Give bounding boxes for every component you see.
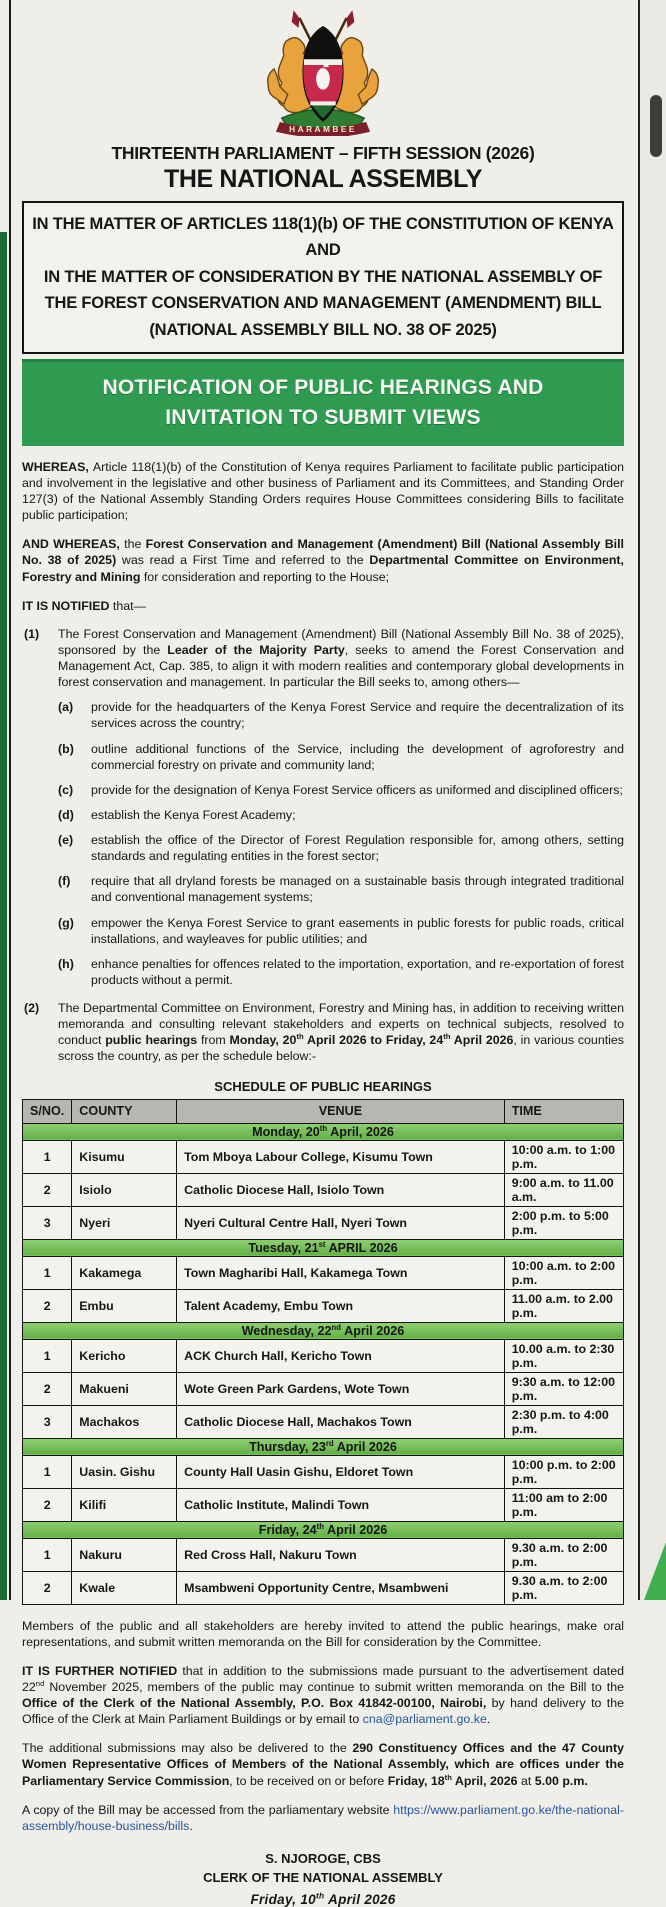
objective-label: (e): [58, 833, 74, 848]
national-assembly-title: THE NATIONAL ASSEMBLY: [163, 165, 483, 193]
schedule-day-row: [23, 1239, 624, 1256]
objective-text: empower the Kenya Forest Service to grant easements in public forests for public roads, critical installations, and wayleaves for public utilities; and: [91, 915, 624, 946]
hearing-sno: 3: [23, 1206, 72, 1239]
hearing-county: Kwale: [72, 1571, 177, 1604]
hearing-sno: 3: [23, 1405, 72, 1438]
bill-objectives-list: [22, 699, 624, 988]
hearing-sno: 1: [23, 1140, 72, 1173]
schedule-day-row: [23, 1322, 624, 1339]
bill-objective-item: [58, 807, 624, 823]
clerk-name: S. NJOROGE, CBS: [265, 1850, 381, 1866]
hearing-venue: Wote Green Park Gardens, Wote Town: [177, 1372, 505, 1405]
objective-text: outline additional functions of the Service, including the development of agroforestry and commercial forestry on private and community land;: [91, 741, 624, 772]
schedule-day-label: Wednesday, 22nd April 2026: [23, 1322, 624, 1339]
signature-block: [22, 1850, 624, 1907]
hearing-time: 11:00 am to 2:00 p.m.: [504, 1488, 623, 1521]
public-hearings-schedule-table: [22, 1099, 624, 1605]
bill-objective-item: [58, 956, 624, 988]
schedule-hearing-row: [23, 1256, 624, 1289]
parliament-session-title: THIRTEENTH PARLIAMENT – FIFTH SESSION (2026): [111, 143, 535, 163]
scan-edge-strip: [640, 0, 666, 1600]
hearing-venue: Nyeri Cultural Centre Hall, Nyeri Town: [177, 1206, 505, 1239]
matter-heading-line: THE FOREST CONSERVATION AND MANAGEMENT (AMENDMENT) BILL: [44, 294, 602, 313]
schedule-day-row: [23, 1438, 624, 1455]
bill-objective-item: [58, 832, 624, 864]
coat-of-arms-icon: [225, 8, 421, 136]
hearing-county: Machakos: [72, 1405, 177, 1438]
hearing-county: Kakamega: [72, 1256, 177, 1289]
hearing-venue: Talent Academy, Embu Town: [177, 1289, 505, 1322]
banner-line-1: NOTIFICATION OF PUBLIC HEARINGS AND: [102, 375, 544, 399]
matter-heading-box: [22, 201, 624, 354]
svg-text:HARAMBEE: HARAMBEE: [289, 123, 357, 134]
column-header-county: COUNTY: [72, 1099, 177, 1123]
hearing-county: Kisumu: [72, 1140, 177, 1173]
bill-objective-item: [58, 699, 624, 731]
hearing-county: Nakuru: [72, 1538, 177, 1571]
hearing-sno: 2: [23, 1571, 72, 1604]
hearing-time: 9.30 a.m. to 2:00 p.m.: [504, 1538, 623, 1571]
hearing-time: 10.00 a.m. to 2:30 p.m.: [504, 1339, 623, 1372]
and-whereas-paragraph: AND WHEREAS, the Forest Conservation and Management (Amendment) Bill (National Assembly Bill No. 38 of 2025) was read a First Time and referred to the Departmental Committee on Environment, Forestry and Mining for consideration and reporting to the House;: [22, 537, 624, 584]
hearing-sno: 1: [23, 1538, 72, 1571]
schedule-hearing-row: [23, 1538, 624, 1571]
matter-heading-line: (NATIONAL ASSEMBLY BILL NO. 38 OF 2025): [149, 320, 497, 339]
hearing-venue: ACK Church Hall, Kericho Town: [177, 1339, 505, 1372]
schedule-day-label: Monday, 20th April, 2026: [23, 1123, 624, 1140]
hearing-county: Isiolo: [72, 1173, 177, 1206]
banner-line-2: INVITATION TO SUBMIT VIEWS: [165, 406, 481, 430]
bill-objective-item: [58, 873, 624, 905]
matter-heading-line: AND: [305, 241, 341, 260]
hearing-sno: 2: [23, 1289, 72, 1322]
schedule-hearing-row: [23, 1140, 624, 1173]
hearing-time: 9:30 a.m. to 12:00 p.m.: [504, 1372, 623, 1405]
hearing-time: 9:00 a.m. to 11.00 a.m.: [504, 1173, 623, 1206]
hearing-sno: 2: [23, 1488, 72, 1521]
hearing-venue: Tom Mboya Labour College, Kisumu Town: [177, 1140, 505, 1173]
objective-label: (d): [58, 807, 74, 822]
column-header-time: TIME: [504, 1099, 623, 1123]
schedule-day-label: Thursday, 23rd April 2026: [23, 1438, 624, 1455]
it-is-notified-line: IT IS NOTIFIED that—: [22, 598, 146, 613]
notified-item-2: [22, 1000, 624, 1065]
hearing-county: Nyeri: [72, 1206, 177, 1239]
matter-heading-line: IN THE MATTER OF ARTICLES 118(1)(b) OF THE CONSTITUTION OF KENYA: [32, 215, 614, 233]
hearing-time: 10:00 a.m. to 2:00 p.m.: [504, 1256, 623, 1289]
clerk-title: CLERK OF THE NATIONAL ASSEMBLY: [203, 1869, 443, 1885]
schedule-hearing-row: [23, 1173, 624, 1206]
hearing-time: 10:00 p.m. to 2:00 p.m.: [504, 1455, 623, 1488]
inline-link[interactable]: cna@parliament.go.ke: [362, 1712, 487, 1727]
objective-label: (c): [58, 782, 74, 797]
schedule-hearing-row: [23, 1289, 624, 1322]
schedule-header-row: [23, 1099, 624, 1123]
hearing-county: Uasin. Gishu: [72, 1455, 177, 1488]
objective-label: (h): [58, 956, 74, 971]
objective-text: provide for the headquarters of the Kenya Forest Service and require the decentralization of its services across the country;: [91, 700, 624, 731]
hearing-sno: 1: [23, 1256, 72, 1289]
schedule-hearing-row: [23, 1206, 624, 1239]
schedule-hearing-row: [23, 1571, 624, 1604]
objective-label: (g): [58, 915, 74, 930]
matter-heading-line: IN THE MATTER OF CONSIDERATION BY THE NATIONAL ASSEMBLY OF: [43, 267, 603, 286]
schedule-day-label: Friday, 24th April 2026: [23, 1521, 624, 1538]
objective-text: enhance penalties for offences related to the importation, exportation, and re-exportation of forest products without a permit.: [91, 956, 624, 987]
hearing-time: 11.00 a.m. to 2.00 p.m.: [504, 1289, 623, 1322]
hearing-venue: Town Magharibi Hall, Kakamega Town: [177, 1256, 505, 1289]
scan-edge-line-left: [9, 0, 11, 1600]
item-1-text: The Forest Conservation and Management (Amendment) Bill (National Assembly Bill No. 38 of 2025), sponsored by the Leader of the Majority Party, seeks to amend the Forest Conservation and Management Act, Cap. 385, to align it with modern realities and contemporary global developments in forest conservation and management. In particular the Bill seeks to, among others—: [58, 626, 624, 690]
hearing-venue: Msambweni Opportunity Centre, Msambweni: [177, 1571, 505, 1604]
schedule-hearing-row: [23, 1372, 624, 1405]
hearing-venue: Catholic Diocese Hall, Machakos Town: [177, 1405, 505, 1438]
public-invitation-paragraph: Members of the public and all stakeholders are hereby invited to attend the public hearings, make oral representations, and submit written memoranda on the Bill for consideration by the Committee.: [22, 1618, 624, 1649]
additional-submissions-paragraph: The additional submissions may also be delivered to the 290 Constituency Offices and the 47 County Women Representative Offices of Members of the National Assembly, which are offices under the Parliamentary Service Commission, to be received on or before Friday, 18th April, 2026 at 5.00 p.m.: [22, 1741, 624, 1788]
further-notified-paragraph: IT IS FURTHER NOTIFIED that in addition to the submissions made pursuant to the advertisement dated 22nd November 2025, members of the public may continue to submit written memoranda on the Bill to the Office of the Clerk of the National Assembly, P.O. Box 41842-00100, Nairobi, by hand delivery to the Office of the Clerk at Main Parliament Buildings or by email to cna@parliament.go.ke.: [22, 1663, 625, 1727]
schedule-hearing-row: [23, 1455, 624, 1488]
schedule-day-row: [23, 1521, 624, 1538]
hearing-time: 10:00 a.m. to 1:00 p.m.: [504, 1140, 623, 1173]
scan-edge-line-right: [638, 0, 640, 1600]
column-header-venue: VENUE: [177, 1099, 505, 1123]
item-2-text: The Departmental Committee on Environment, Forestry and Mining has, in addition to receiving written memoranda and consulting relevant stakeholders and experts on technical subjects, resolved to conduct public hearings from Monday, 20th April 2026 to Friday, 24th April 2026, in various counties scross the country, as per the schedule below:-: [58, 1001, 624, 1064]
objective-label: (b): [58, 741, 74, 756]
notice-frame-left: [0, 232, 7, 1600]
objective-label: (a): [58, 700, 74, 715]
bill-objective-item: [58, 915, 624, 947]
schedule-title: SCHEDULE OF PUBLIC HEARINGS: [214, 1078, 432, 1094]
hearing-venue: County Hall Uasin Gishu, Eldoret Town: [177, 1455, 505, 1488]
hearing-time: 2:30 p.m. to 4:00 p.m.: [504, 1405, 623, 1438]
hearing-sno: 2: [23, 1173, 72, 1206]
scan-artifact-blob: [650, 95, 662, 157]
bill-objective-item: [58, 741, 624, 773]
item-1-label: (1): [24, 626, 40, 641]
schedule-day-row: [23, 1123, 624, 1140]
notice-body: [22, 459, 624, 1907]
objective-text: establish the office of the Director of Forest Regulation responsible for, among others, setting standards and regulating entities in the forest sector;: [91, 833, 624, 864]
hearing-sno: 2: [23, 1372, 72, 1405]
notice-page: [16, 0, 630, 1907]
hearing-county: Makueni: [72, 1372, 177, 1405]
notified-item-1: [22, 626, 624, 691]
schedule-hearing-row: [23, 1339, 624, 1372]
objective-text: provide for the designation of Kenya Forest Service officers as uniformed and disciplined officers;: [91, 782, 623, 797]
hearing-county: Kilifi: [72, 1488, 177, 1521]
hearing-sno: 1: [23, 1339, 72, 1372]
inline-link[interactable]: https://www.parliament.go.ke/the-national-assembly/house-business/bills: [22, 1802, 624, 1833]
hearing-venue: Red Cross Hall, Nakuru Town: [177, 1538, 505, 1571]
objective-text: require that all dryland forests be managed on a sustainable basis through integrated traditional and conventional management systems;: [91, 874, 624, 905]
bill-objective-item: [58, 782, 624, 798]
bill-copy-paragraph: A copy of the Bill may be accessed from the parliamentary website https://www.parliament.go.ke/the-national-assembly/house-business/bills.: [22, 1802, 624, 1833]
item-2-label: (2): [24, 1001, 40, 1016]
hearing-time: 9.30 a.m. to 2:00 p.m.: [504, 1571, 623, 1604]
signature-date: Friday, 10th April 2026: [250, 1890, 396, 1907]
hearing-time: 2:00 p.m. to 5:00 p.m.: [504, 1206, 623, 1239]
objective-text: establish the Kenya Forest Academy;: [91, 807, 296, 822]
hearing-venue: Catholic Diocese Hall, Isiolo Town: [177, 1173, 505, 1206]
hearing-sno: 1: [23, 1455, 72, 1488]
hearing-county: Kericho: [72, 1339, 177, 1372]
objective-label: (f): [58, 874, 71, 889]
column-header-sno: S/NO.: [23, 1099, 72, 1123]
hearing-county: Embu: [72, 1289, 177, 1322]
schedule-day-label: Tuesday, 21st APRIL 2026: [23, 1239, 624, 1256]
notification-banner: [22, 359, 624, 446]
schedule-hearing-row: [23, 1405, 624, 1438]
whereas-paragraph: WHEREAS, Article 118(1)(b) of the Constitution of Kenya requires Parliament to facilitate public participation and involvement in the legislative and other business of Parliament and its Committees, and Standing Order 127(3) of the National Assembly Standing Orders requires House Committees considering Bills to facilitate public participation;: [22, 459, 625, 523]
kenya-coat-of-arms: [16, 0, 630, 141]
schedule-hearing-row: [23, 1488, 624, 1521]
hearing-venue: Catholic Institute, Malindi Town: [177, 1488, 505, 1521]
